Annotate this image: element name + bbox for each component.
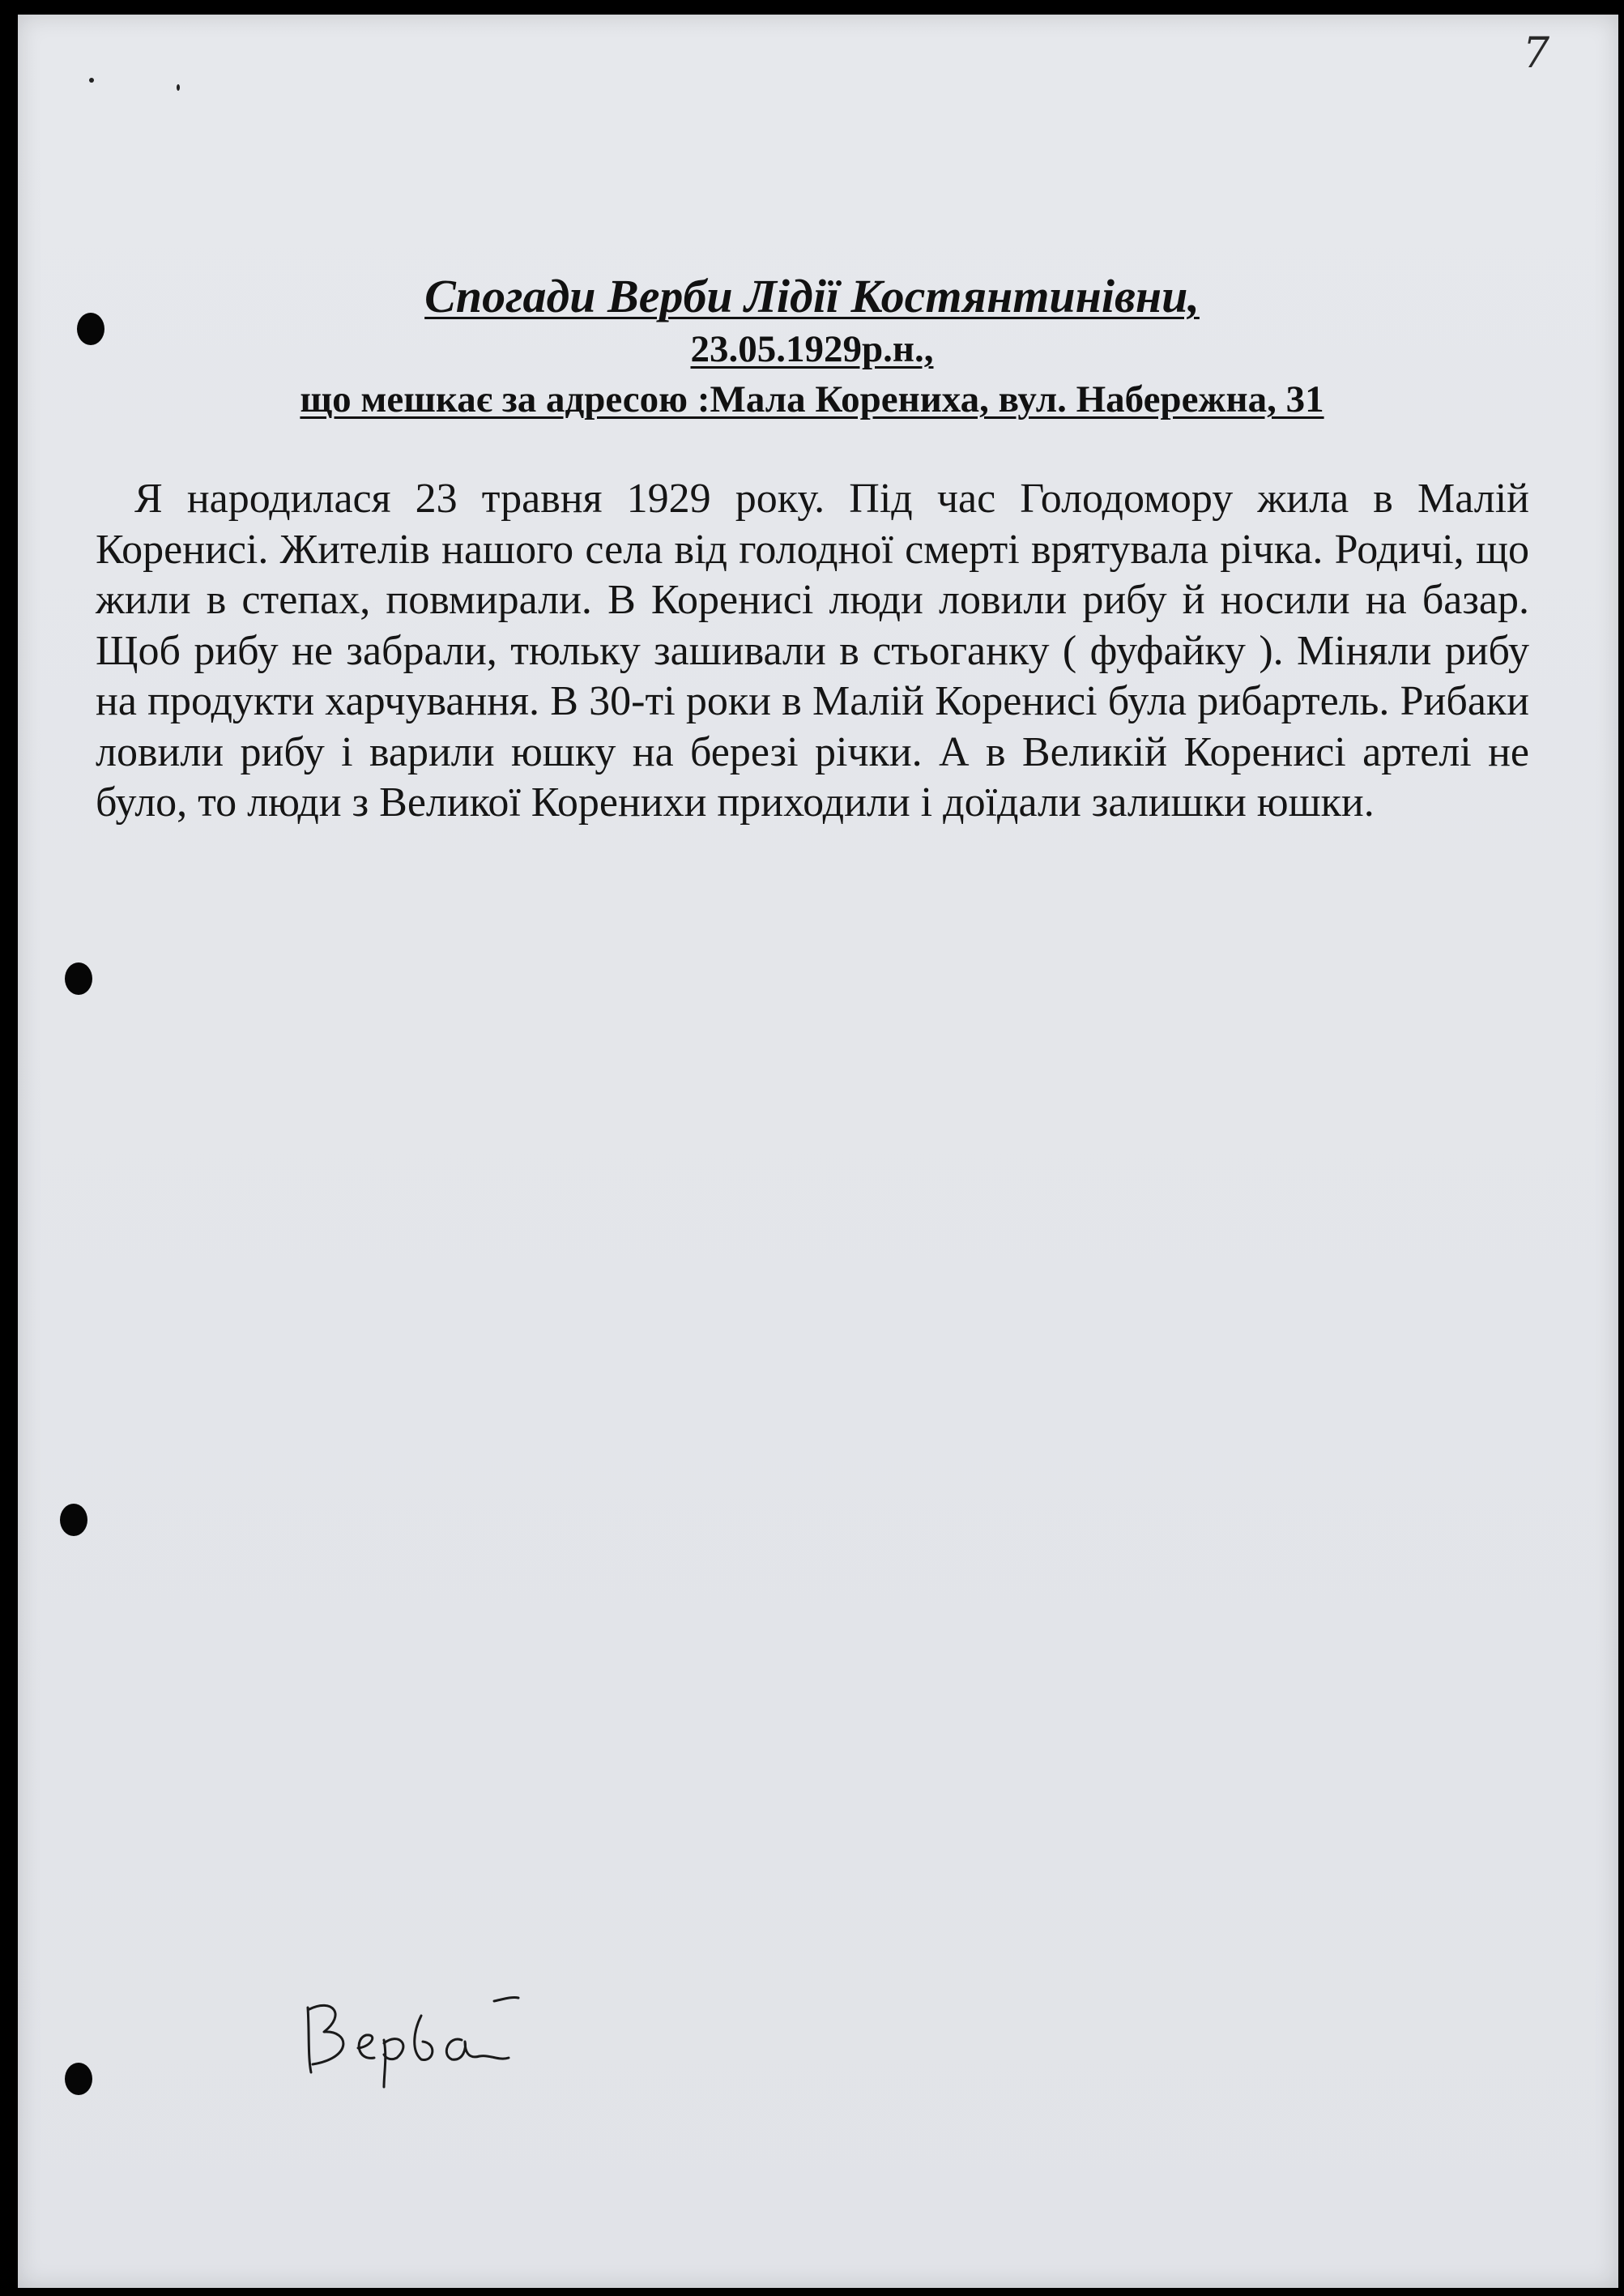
birth-date: 23.05.1929р.н.,	[690, 328, 934, 370]
handwritten-signature	[300, 1983, 526, 2089]
speck-mark	[177, 84, 180, 91]
punch-hole	[65, 2063, 92, 2095]
document-title: Спогади Верби Лідії Костянтинівни,	[424, 270, 1200, 322]
testimony-text: Я народилася 23 травня 1929 року. Під час Голодомору жила в Малій Коренисі. Жителів нашого села від голодної смерті врятувала річка. Родичі, що жили в степах, повмирали. В Коренисі люди ловили рибу й носили на базар. Щоб рибу не забрали, тюльку зашивали в стьоганку ( фуфайку ). Міняли рибу на продукти харчування. В 30-ті роки в Малій Коренисі була рибартель. Рибаки ловили рибу і варили юшку на березі річки. А в Великій Коренисі артелі не було, то люди з Великої Коренихи приходили і доїдали залишки юшки.	[96, 476, 1529, 826]
speck-mark	[89, 78, 94, 83]
address-line: що мешкає за адресою :Мала Корениха, вул. Набережна, 31	[300, 378, 1324, 420]
punch-hole	[60, 1504, 87, 1536]
punch-hole	[65, 962, 92, 995]
page-number: 7	[1523, 29, 1550, 78]
